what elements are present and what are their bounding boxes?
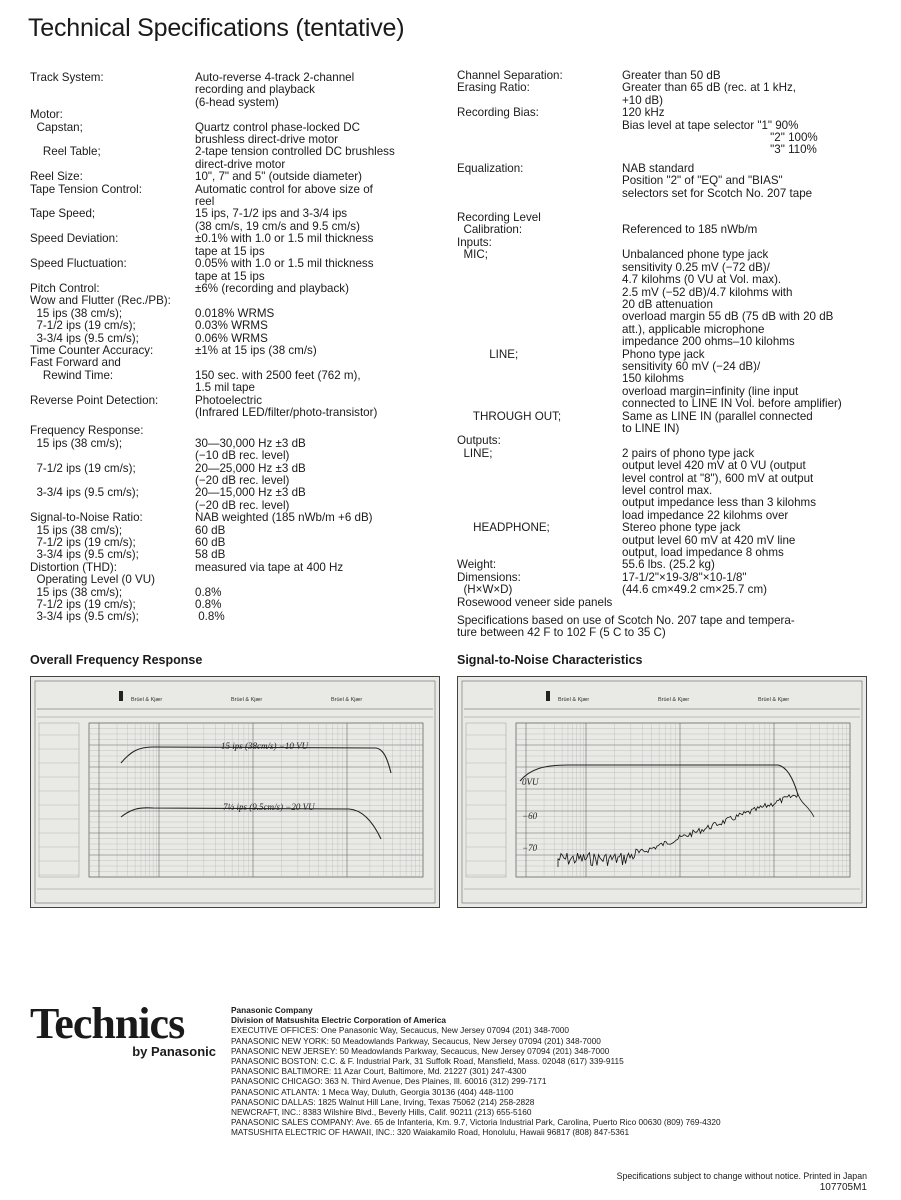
spec-label: Operating Level (0 VU) bbox=[30, 573, 156, 587]
spec-row bbox=[30, 295, 445, 307]
spec-label: Pitch Control: bbox=[30, 281, 100, 295]
spec-row bbox=[30, 487, 445, 512]
spec-value: 0.03% WRMS bbox=[195, 319, 268, 333]
spec-row bbox=[30, 320, 445, 332]
spec-value: 0.018% WRMS bbox=[195, 306, 275, 320]
trace-7-5ips bbox=[121, 808, 381, 839]
label-minus-60: −60 bbox=[522, 811, 538, 821]
spec-row bbox=[457, 82, 897, 107]
spec-value: 0.06% WRMS bbox=[195, 331, 268, 345]
spec-label: 3-3/4 ips (9.5 cm/s); bbox=[30, 486, 139, 500]
spec-value: 120 kHz Bias level at tape selector "1" 90% "2" 100% "3" 110% bbox=[622, 106, 818, 157]
address-line: Panasonic Company bbox=[231, 1005, 313, 1015]
address-line: MATSUSHITA ELECTRIC OF HAWAII, INC.: 320 Waiakamilo Road, Honolulu, Hawaii 96817 (808) 847-5361 bbox=[231, 1127, 630, 1138]
spec-label: LINE; bbox=[457, 347, 519, 361]
address-line: PANASONIC SALES COMPANY: Ave. 65 de Infanteria, Km. 9.7, Victoria Industrial Park, Carolina, Puerto Rico 00630 (809) 769-4320 bbox=[231, 1117, 721, 1128]
info-box bbox=[466, 723, 506, 877]
spec-row bbox=[30, 425, 445, 437]
spec-value: Greater than 65 dB (rec. at 1 kHz, +10 dB) bbox=[622, 81, 796, 107]
spec-value: Greater than 50 dB bbox=[622, 69, 721, 82]
spec-value: ±1% at 15 ips (38 cm/s) bbox=[195, 343, 317, 357]
spec-label: Weight: bbox=[457, 558, 497, 572]
spec-row bbox=[457, 349, 897, 411]
spec-label: Reel Size: bbox=[30, 170, 83, 184]
freq-response-plot bbox=[31, 677, 439, 907]
spec-label: Speed Deviation: bbox=[30, 232, 119, 246]
snr-plot bbox=[458, 677, 866, 907]
trace-0vu bbox=[520, 765, 798, 795]
spec-label: 7-1/2 ips (19 cm/s); bbox=[30, 461, 136, 475]
spec-row bbox=[30, 122, 445, 147]
spec-row bbox=[30, 370, 445, 395]
spec-value: 15 ips, 7-1/2 ips and 3-3/4 ips (38 cm/s, 19 cm/s and 9.5 cm/s) bbox=[195, 207, 360, 233]
spec-label: Erasing Ratio: bbox=[457, 81, 530, 95]
spec-value: 0.8% bbox=[195, 610, 225, 624]
spec-row bbox=[30, 109, 445, 121]
spec-row bbox=[30, 463, 445, 488]
spec-value: 0.8% bbox=[195, 598, 222, 612]
spec-label: Speed Fluctuation: bbox=[30, 257, 127, 271]
label-minus-70: −70 bbox=[522, 843, 538, 853]
address-line: PANASONIC ATLANTA: 1 Meca Way, Duluth, Georgia 30136 (404) 448-1100 bbox=[231, 1086, 514, 1097]
spec-label: Capstan; bbox=[30, 120, 83, 134]
brand-mark bbox=[119, 691, 123, 701]
spec-value: 2 pairs of phono type jack output level 420 mV at 0 VU (output level control at "8"), 600 mV at output level control max. output impedance less than 3 kilohms load impedance 22 kilohms over bbox=[622, 446, 816, 522]
spec-row bbox=[30, 438, 445, 463]
footer-note: Specifications subject to change without notice. Printed in Japan bbox=[616, 1171, 867, 1181]
spec-value: 30—30,000 Hz ±3 dB (−10 dB rec. level) bbox=[195, 436, 306, 463]
spec-label: 15 ips (38 cm/s); bbox=[30, 306, 123, 320]
technics-logo bbox=[30, 999, 220, 1059]
brand-label: Brüel & Kjær bbox=[131, 697, 163, 703]
spec-value: 10", 7" and 5" (outside diameter) bbox=[195, 170, 363, 184]
spec-label: Outputs: bbox=[457, 434, 501, 448]
spec-row bbox=[457, 411, 897, 436]
spec-label: Reel Table; bbox=[30, 145, 101, 159]
spec-value: Phono type jack sensitivity 60 mV (−24 dB)/ 150 kilohms overload margin=infinity (line input connected to LINE IN Vol. before amplifier) bbox=[622, 347, 842, 411]
logo-subtitle: by Panasonic bbox=[132, 1044, 216, 1059]
spec-label: Reverse Point Detection: bbox=[30, 393, 159, 407]
address-line: PANASONIC NEW YORK: 50 Meadowlands Parkway, Secaucus, New Jersey 07094 (201) 348-7000 bbox=[231, 1035, 601, 1046]
spec-row bbox=[30, 208, 445, 233]
spec-value: Same as LINE IN (parallel connected to LINE IN) bbox=[622, 409, 813, 435]
spec-label: Tape Tension Control: bbox=[30, 182, 142, 196]
spec-row bbox=[30, 549, 445, 561]
spec-value: Unbalanced phone type jack sensitivity 0.25 mV (−72 dB)/ 4.7 kilohms (0 VU at Vol. max). 2.5 mV (−52 dB)/4.7 kilohms with 20 dB attenuation overload margin 55 dB (75 dB with 20 dB att.), applicable microphone impedance 200 ohms–10 kilohms bbox=[622, 248, 834, 349]
paper-border bbox=[35, 681, 435, 903]
spec-value: 0.05% with 1.0 or 1.5 mil thickness tape at 15 ips bbox=[195, 257, 374, 283]
company-addresses bbox=[231, 1005, 721, 1138]
spec-row bbox=[30, 357, 445, 369]
spec-value bbox=[195, 109, 445, 121]
spec-value: 0.8% bbox=[195, 585, 222, 599]
spec-row bbox=[457, 249, 897, 348]
spec-value: Automatic control for above size of reel bbox=[195, 182, 373, 209]
spec-row bbox=[30, 574, 445, 586]
spec-row bbox=[30, 171, 445, 183]
spec-label: HEADPHONE; bbox=[457, 521, 550, 535]
address-line: PANASONIC BALTIMORE: 11 Azar Court, Baltimore, Md. 21227 (301) 247-4300 bbox=[231, 1066, 527, 1077]
spec-label: 7-1/2 ips (19 cm/s); bbox=[30, 319, 136, 333]
spec-value bbox=[195, 574, 445, 586]
spec-label: THROUGH OUT; bbox=[457, 409, 562, 423]
spec-value: 55.6 lbs. (25.2 kg) bbox=[622, 558, 715, 572]
spec-row bbox=[457, 572, 897, 597]
spec-row bbox=[457, 448, 897, 522]
spec-label: 3-3/4 ips (9.5 cm/s); bbox=[30, 331, 139, 345]
spec-value: 58 dB bbox=[195, 548, 226, 562]
spec-label: Recording Bias: bbox=[457, 106, 539, 120]
spec-row bbox=[30, 512, 445, 524]
brand-label: Brüel & Kjær bbox=[658, 697, 690, 703]
spec-label: Wow and Flutter (Rec./PB): bbox=[30, 294, 171, 308]
spec-note: Specifications based on use of Scotch No. 207 tape and tempera- ture between 42 F to 102 F (5 C to 35 C) bbox=[457, 614, 795, 640]
spec-label: Tape Speed; bbox=[30, 207, 96, 221]
spec-value: Referenced to 185 nWb/m bbox=[622, 223, 758, 237]
spec-value: measured via tape at 400 Hz bbox=[195, 560, 344, 574]
spec-value: 20—25,000 Hz ±3 dB (−20 dB rec. level) bbox=[195, 461, 306, 487]
address-line: PANASONIC BOSTON: C.C. & F. Industrial Park, 31 Suffolk Road, Mansfield, Mass. 02048 (617) 339-9115 bbox=[231, 1056, 624, 1067]
spec-row bbox=[457, 559, 897, 571]
address-line: NEWCRAFT, INC.: 8383 Wilshire Blvd., Beverly Hills, Calif. 90211 (213) 655-5160 bbox=[231, 1107, 532, 1118]
address-line: PANASONIC NEW JERSEY: 50 Meadowlands Parkway, Secaucus, New Jersey 07094 (201) 348-7000 bbox=[231, 1045, 610, 1056]
spec-value: 2-tape tension controlled DC brushless direct-drive motor bbox=[195, 145, 395, 171]
spec-row bbox=[30, 258, 445, 283]
spec-label: 3-3/4 ips (9.5 cm/s); bbox=[30, 548, 139, 562]
trace-label-15ips: 15 ips (38cm/s) −10 VU bbox=[221, 741, 309, 751]
freq-response-chart bbox=[30, 676, 440, 908]
spec-label: Recording Level Calibration: bbox=[457, 211, 541, 237]
spec-label: 7-1/2 ips (19 cm/s); bbox=[30, 598, 136, 612]
spec-value: Auto-reverse 4-track 2-channel recording and playback (6-head system) bbox=[195, 71, 355, 109]
spec-row bbox=[457, 212, 897, 237]
spec-row bbox=[457, 435, 897, 447]
address-line: Division of Matsushita Electric Corporation of America bbox=[231, 1015, 446, 1026]
brand-label: Brüel & Kjær bbox=[558, 697, 590, 703]
trace-noise-floor bbox=[558, 794, 814, 867]
spec-label: Fast Forward and bbox=[30, 356, 121, 370]
info-box bbox=[39, 723, 79, 877]
logo-wordmark: Technics bbox=[30, 999, 185, 1048]
spec-label: 3-3/4 ips (9.5 cm/s); bbox=[30, 610, 139, 624]
page-title: Technical Specifications (tentative) bbox=[28, 14, 405, 42]
spec-row bbox=[30, 72, 445, 109]
spec-value: 17-1/2"×19-3/8"×10-1/8" (44.6 cm×49.2 cm×25.7 cm) bbox=[622, 570, 767, 597]
paper-border bbox=[462, 681, 862, 903]
spec-value: 60 dB bbox=[195, 523, 226, 537]
spec-value: 150 sec. with 2500 feet (762 m), 1.5 mil tape bbox=[195, 368, 361, 395]
brand-mark bbox=[546, 691, 550, 701]
spec-label: MIC; bbox=[457, 248, 488, 262]
spec-list-right bbox=[457, 70, 897, 640]
spec-label: Signal-to-Noise Ratio: bbox=[30, 511, 143, 525]
spec-label: Inputs: bbox=[457, 235, 492, 249]
spec-label: 7-1/2 ips (19 cm/s); bbox=[30, 536, 136, 550]
spec-label: 15 ips (38 cm/s); bbox=[30, 523, 123, 537]
spec-label: 15 ips (38 cm/s); bbox=[30, 585, 123, 599]
spec-label: Track System: bbox=[30, 71, 104, 84]
spec-value: NAB weighted (185 nWb/m +6 dB) bbox=[195, 511, 373, 525]
trace-label-7-5ips: 7½ ips (9.5cm/s) −20 VU bbox=[223, 802, 315, 812]
spec-value bbox=[195, 425, 445, 437]
spec-value bbox=[195, 295, 445, 307]
spec-label: Motor: bbox=[30, 108, 63, 122]
spec-note: Rosewood veneer side panels bbox=[457, 595, 613, 609]
brand-label: Brüel & Kjær bbox=[331, 697, 363, 703]
snr-title: Signal-to-Noise Characteristics bbox=[457, 653, 643, 667]
spec-value: Quartz control phase-locked DC brushless direct-drive motor bbox=[195, 120, 360, 147]
brand-label: Brüel & Kjær bbox=[758, 697, 790, 703]
catalog-code: 107705M1 bbox=[819, 1182, 867, 1193]
spec-value bbox=[622, 435, 897, 447]
label-0vu: 0VU bbox=[522, 777, 539, 787]
spec-value: NAB standard Position "2" of "EQ" and "BIAS" selectors set for Scotch No. 207 tape bbox=[622, 161, 813, 200]
spec-label: 15 ips (38 cm/s); bbox=[30, 436, 123, 450]
snr-chart bbox=[457, 676, 867, 908]
spec-value: Photoelectric (Infrared LED/filter/photo-transistor) bbox=[195, 393, 378, 419]
spec-label: LINE; bbox=[457, 446, 493, 460]
spec-row bbox=[30, 611, 445, 623]
spec-label: Rewind Time: bbox=[30, 368, 114, 382]
spec-row bbox=[30, 146, 445, 171]
spec-value: ±6% (recording and playback) bbox=[195, 281, 349, 295]
spec-value bbox=[195, 357, 445, 369]
spec-label: Dimensions: (H×W×D) bbox=[457, 570, 521, 597]
spec-row bbox=[30, 395, 445, 420]
brand-label: Brüel & Kjær bbox=[231, 697, 263, 703]
spec-label: Equalization: bbox=[457, 161, 524, 175]
spec-value: ±0.1% with 1.0 or 1.5 mil thickness tape at 15 ips bbox=[195, 232, 374, 258]
spec-label: Channel Separation: bbox=[457, 69, 563, 82]
address-line: EXECUTIVE OFFICES: One Panasonic Way, Secaucus, New Jersey 07094 (201) 348-7000 bbox=[231, 1025, 570, 1036]
spec-label: Distortion (THD): bbox=[30, 560, 117, 574]
freq-response-title: Overall Frequency Response bbox=[30, 653, 203, 667]
spec-value: Stereo phone type jack output level 60 mV at 420 mV line output, load impedance 8 ohms bbox=[622, 521, 796, 560]
spec-label: Time Counter Accuracy: bbox=[30, 343, 154, 357]
spec-row bbox=[457, 163, 897, 200]
footer bbox=[617, 1170, 867, 1194]
spec-value: 60 dB bbox=[195, 536, 226, 550]
address-line: PANASONIC DALLAS: 1825 Walnut Hill Lane, Irving, Texas 75062 (214) 258-2828 bbox=[231, 1096, 535, 1107]
spec-list-left bbox=[30, 72, 445, 624]
spec-row bbox=[30, 233, 445, 258]
spec-label: Frequency Response: bbox=[30, 424, 144, 438]
spec-value: 20—15,000 Hz ±3 dB (−20 dB rec. level) bbox=[195, 486, 306, 512]
spec-row bbox=[30, 184, 445, 209]
spec-row bbox=[457, 522, 897, 559]
spec-row bbox=[457, 107, 897, 157]
address-line: PANASONIC CHICAGO: 363 N. Third Avenue, Des Plaines, Ill. 60016 (312) 299-7171 bbox=[231, 1076, 547, 1087]
